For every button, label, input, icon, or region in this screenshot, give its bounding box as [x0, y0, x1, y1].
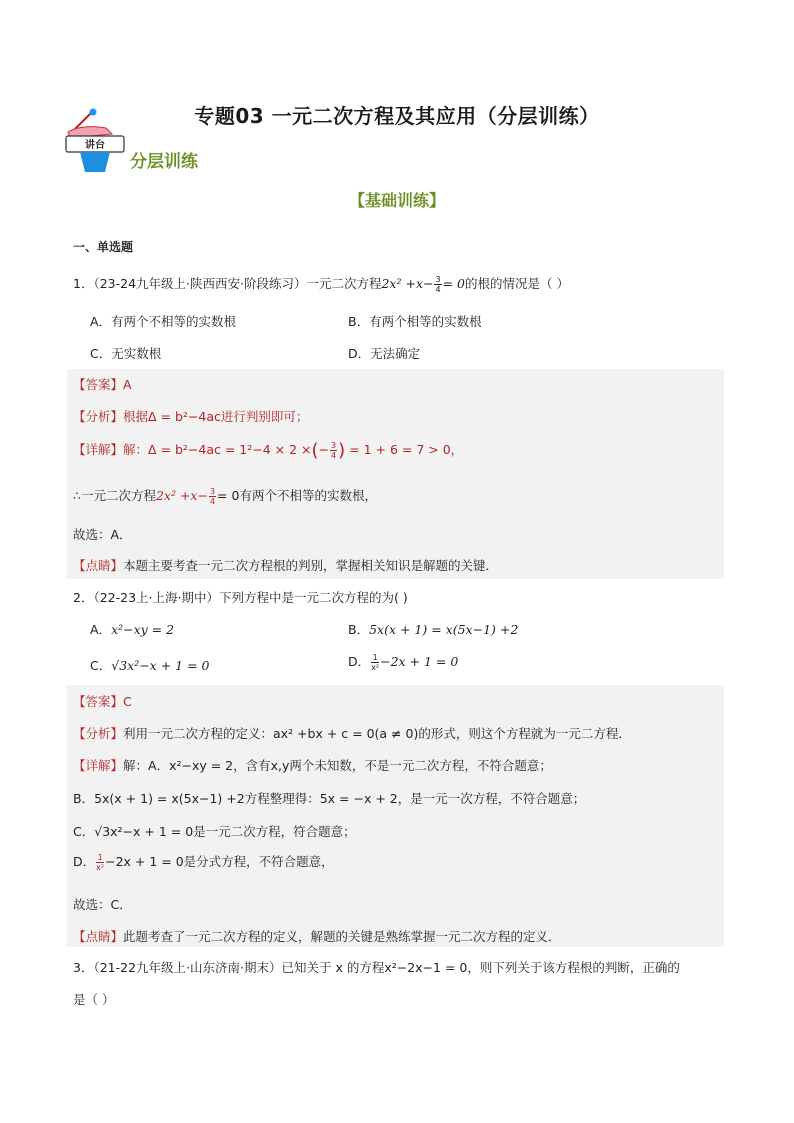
q1-equation: 2x² +x−: [381, 276, 434, 291]
q2-choice: 故选：C．: [73, 897, 132, 912]
q1-choice: 故选：A．: [73, 527, 132, 542]
q1-fraction: $\frac{3}{4}$: [435, 275, 441, 294]
question-3-stem-line2: 是（ ）: [73, 992, 115, 1007]
q2-option-a: A．x²−xy = 2: [90, 622, 175, 637]
q1-detail: 【详解】解：Δ = b²−4ac = 1²−4 × 2 ×(− $\frac{3}{4}$ ) = 1 + 6 = 7 > 0，: [73, 440, 464, 461]
part-heading: 一、单选题: [73, 240, 134, 254]
section-heading: 【基础训练】: [348, 191, 445, 210]
q1-stem-suffix: 的根的情况是（ ）: [464, 276, 569, 291]
question-1-stem: [73, 274, 723, 294]
q1-answer-panel: [67, 369, 724, 579]
question-3-stem-line1: 3．（21-22九年级上·山东济南·期末）已知关于 x 的方程x²−2x−1 = 0，则下列关于该方程根的判断，正确的: [73, 960, 680, 975]
q1-stem-prefix: 1．（23-24九年级上·陕西西安·阶段练习）一元二次方程: [73, 276, 382, 291]
q2-detail-b: B．5x(x + 1) = x(5x−1) +2方程整理得：5x = −x + 2，是一元一次方程，不符合题意；: [73, 791, 586, 806]
page-title: 专题03 一元二次方程及其应用（分层训练）: [194, 104, 600, 128]
q1-analysis: 【分析】根据Δ = b²−4ac进行判别即可；: [73, 409, 309, 424]
q2-detail-c: C．√3x²−x + 1 = 0是一元二次方程，符合题意；: [73, 824, 356, 839]
q2-detail-d: D． $\frac{1}{\text{x²}}$ −2x + 1 = 0是分式方程，不符合题意，: [73, 853, 334, 872]
q2-comment: 【点睛】此题考查了一元二次方程的定义，解题的关键是熟练掌握一元二次方程的定义．: [73, 929, 561, 944]
q2-option-b: B．5x(x + 1) = x(5x−1) +2: [348, 622, 519, 637]
subtitle: 分层训练: [130, 152, 198, 172]
q2-answer: 【答案】C: [73, 694, 132, 709]
q2-option-d: D． $\frac{1}{\text{x²}}$ −2x + 1 = 0: [348, 653, 459, 672]
q1-option-b: B．有两个相等的实数根: [348, 314, 482, 329]
q2-detail-a: 【详解】解：A．x²−xy = 2，含有x,y两个未知数，不是一元二次方程，不符合题意；: [73, 758, 552, 773]
q1-option-c: C．无实数根: [90, 346, 162, 361]
q1-conclusion: ∴一元二次方程2x² +x− $\frac{3}{4}$ = 0有两个不相等的实数根，: [73, 487, 377, 506]
q2-analysis: 【分析】利用一元二次方程的定义：ax² +bx + c = 0(a ≠ 0)的形式，则这个方程就为一元二方程．: [73, 726, 631, 741]
q1-equation-tail: = 0: [442, 276, 465, 291]
q1-option-d: D．无法确定: [348, 346, 421, 361]
q1-comment: 【点睛】本题主要考查一元二次方程根的判别，掌握相关知识是解题的关键．: [73, 558, 499, 573]
q2-option-c: C．√3x²−x + 1 = 0: [90, 658, 210, 673]
q1-option-a: A．有两个不相等的实数根: [90, 314, 237, 329]
podium-label: 讲台: [85, 140, 105, 151]
question-2-stem: 2．（22-23上·上海·期中）下列方程中是一元二次方程的为( ): [73, 590, 408, 605]
podium-icon: [62, 108, 128, 174]
q1-answer: 【答案】A: [73, 377, 132, 392]
